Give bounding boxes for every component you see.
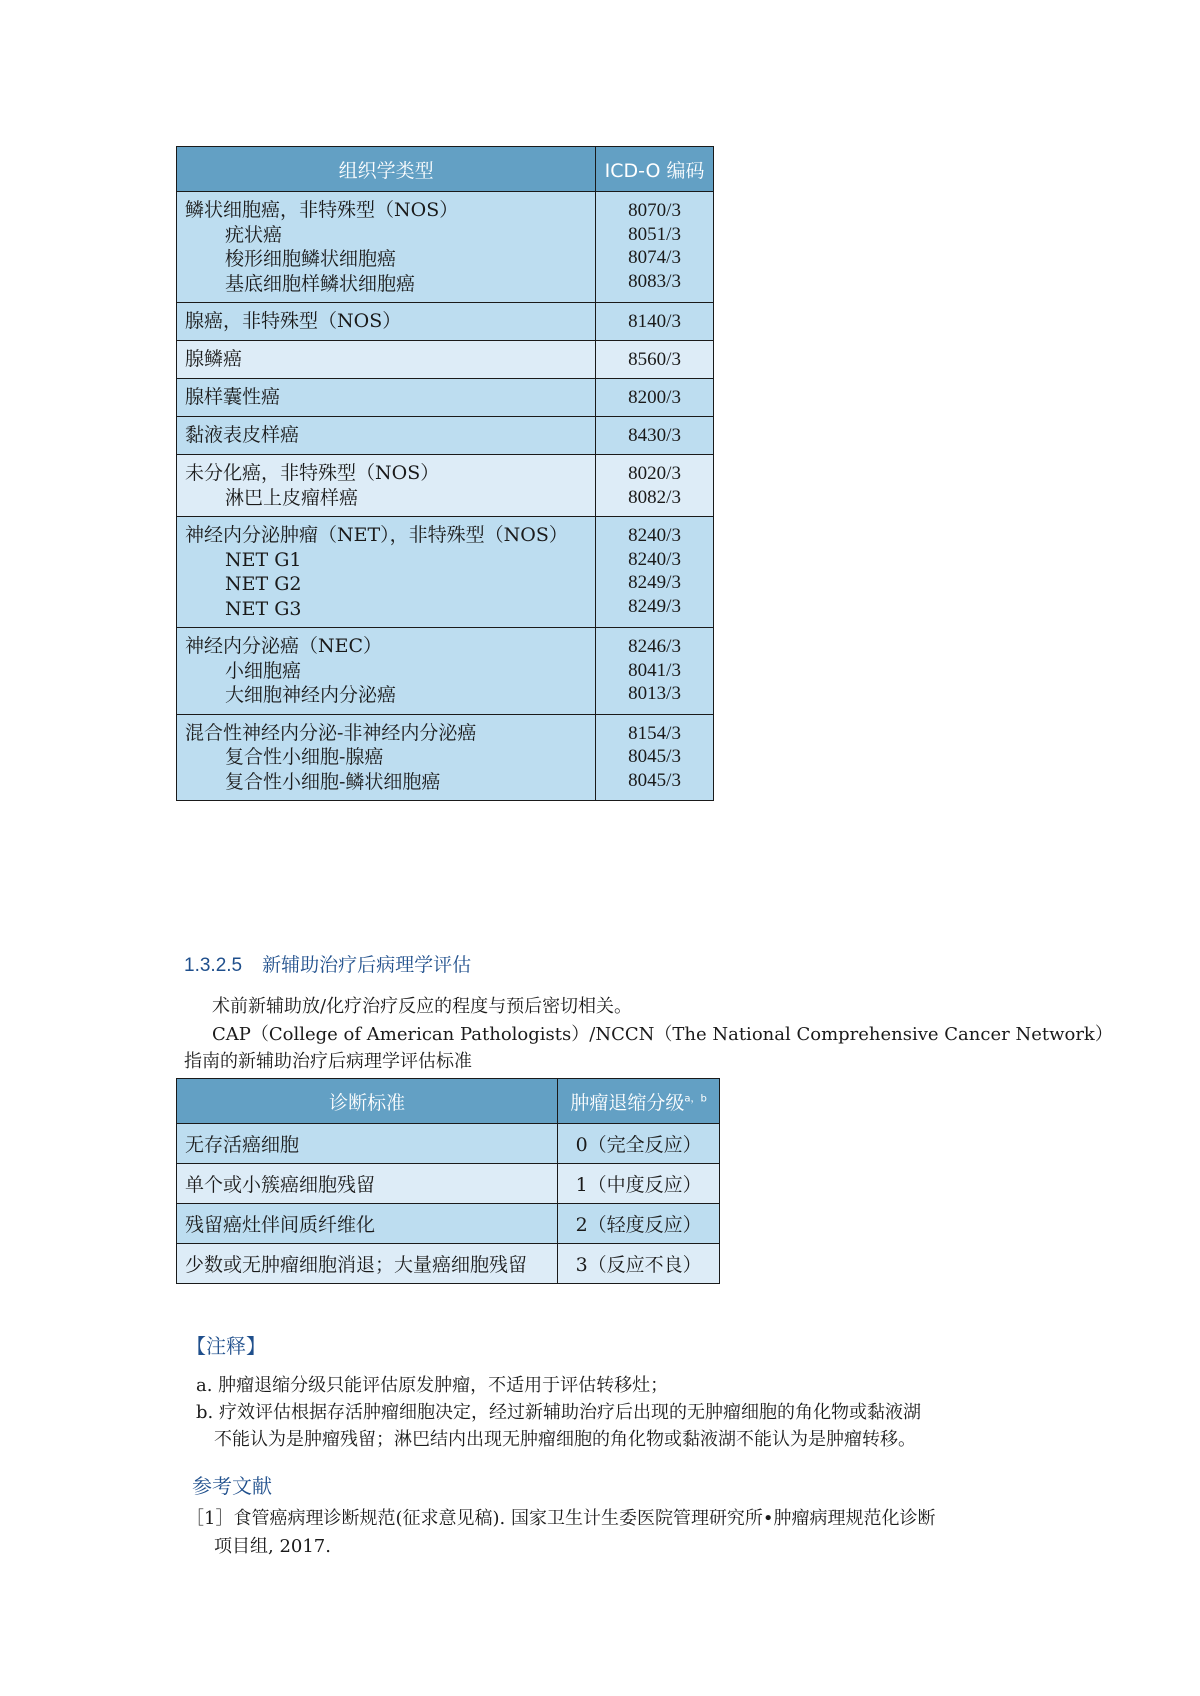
histology-type-cell — [177, 341, 596, 379]
histology-subtype: 基底细胞样鳞状细胞癌 — [225, 272, 416, 295]
regression-grade-table — [176, 1078, 720, 1284]
histology-type-cell — [177, 628, 596, 715]
icd-code: 8083/3 — [628, 270, 681, 292]
histology-type-cell — [177, 192, 596, 303]
histology-table — [176, 146, 714, 801]
histology-type: 腺样囊性癌 — [185, 386, 281, 409]
histology-type: 神经内分泌肿瘤（NET），非特殊型（NOS） — [185, 524, 568, 546]
notes-title: 【注释】 — [186, 1334, 266, 1358]
regression-table-header — [177, 1079, 720, 1124]
section-title: 新辅助治疗后病理学评估 — [262, 954, 472, 976]
icd-code: 8074/3 — [628, 247, 681, 268]
icd-code: 8154/3 — [628, 722, 681, 744]
histology-row — [177, 379, 714, 417]
histology-type: 神经内分泌癌（NEC） — [185, 635, 383, 657]
histology-type-cell — [177, 379, 596, 417]
icd-code: 8249/3 — [628, 595, 681, 617]
grade-cell: 3（反应不良） — [558, 1244, 720, 1284]
histology-table-header — [177, 147, 714, 192]
histology-subtype: 疣状癌 — [225, 223, 283, 246]
icd-code-cell — [596, 517, 714, 628]
histology-type-cell — [177, 303, 596, 341]
icd-code: 8200/3 — [628, 386, 681, 408]
icd-code-cell — [596, 379, 714, 417]
histology-subtype: NET G1 — [225, 548, 302, 571]
histology-row — [177, 341, 714, 379]
icd-code: 8082/3 — [628, 486, 681, 508]
grade-cell: 0（完全反应） — [558, 1124, 720, 1164]
regression-row — [177, 1204, 720, 1244]
regression-row — [177, 1164, 720, 1204]
reference-1-line-1: ［1］食管癌病理诊断规范(征求意见稿). 国家卫生计生委医院管理研究所•肿瘤病理规范化诊断 — [186, 1508, 936, 1529]
icd-code: 8020/3 — [628, 463, 681, 484]
histology-type-cell — [177, 517, 596, 628]
paragraph-2-line-1: CAP（College of American Pathologists）/NCCN（The National Comprehensive Cancer Network） — [212, 1024, 1113, 1045]
histology-subtype: 梭形细胞鳞状细胞癌 — [225, 248, 397, 270]
paragraph-1: 术前新辅助放/化疗治疗反应的程度与预后密切相关。 — [212, 996, 633, 1017]
criteria-cell: 少数或无肿瘤细胞消退；大量癌细胞残留 — [177, 1244, 558, 1284]
histology-subtype: NET G2 — [225, 573, 302, 595]
header-grade-superscript: a，b — [684, 1093, 707, 1105]
header-histology-type: 组织学类型 — [177, 147, 596, 192]
histology-subtype: 大细胞神经内分泌癌 — [225, 684, 397, 706]
paragraph-2-line-2: 指南的新辅助治疗后病理学评估标准 — [184, 1051, 472, 1072]
histology-subtype: 复合性小细胞-鳞状细胞癌 — [225, 770, 441, 793]
histology-subtype: 复合性小细胞-腺癌 — [225, 746, 384, 768]
icd-code: 8051/3 — [628, 223, 681, 245]
criteria-cell: 残留癌灶伴间质纤维化 — [177, 1204, 558, 1244]
histology-subtype: NET G3 — [225, 597, 302, 620]
references-title: 参考文献 — [192, 1474, 272, 1498]
header-grade: 肿瘤退缩分级$^{a,b}$ — [558, 1079, 720, 1124]
icd-code: 8430/3 — [628, 424, 681, 446]
icd-code: 8013/3 — [628, 683, 681, 704]
histology-type-cell — [177, 714, 596, 801]
histology-row — [177, 628, 714, 715]
header-icd-code: ICD-O 编码 — [596, 147, 714, 192]
histology-row — [177, 192, 714, 303]
icd-code: 8140/3 — [628, 310, 681, 332]
histology-type: 腺鳞癌 — [185, 348, 243, 371]
regression-row — [177, 1244, 720, 1284]
icd-code-cell — [596, 192, 714, 303]
icd-code: 8240/3 — [628, 525, 681, 546]
header-criteria: 诊断标准 — [177, 1079, 558, 1124]
histology-subtype: 淋巴上皮瘤样癌 — [225, 486, 359, 509]
icd-code: 8246/3 — [628, 636, 681, 657]
reference-1-line-2: 项目组, 2017. — [214, 1536, 331, 1557]
icd-code-cell — [596, 455, 714, 517]
histology-type-cell — [177, 417, 596, 455]
regression-row — [177, 1124, 720, 1164]
histology-type: 腺癌，非特殊型（NOS） — [185, 310, 402, 333]
regression-table-body — [177, 1124, 720, 1284]
section-number: 1.3.2.5 — [184, 955, 243, 976]
section-heading — [184, 950, 471, 977]
histology-type: 未分化癌，非特殊型（NOS） — [185, 462, 440, 484]
icd-code: 8249/3 — [628, 572, 681, 593]
histology-row — [177, 417, 714, 455]
histology-type: 混合性神经内分泌-非神经内分泌癌 — [185, 721, 477, 744]
histology-type: 黏液表皮样癌 — [185, 424, 300, 447]
icd-code-cell — [596, 417, 714, 455]
icd-code-cell — [596, 714, 714, 801]
icd-code-cell — [596, 341, 714, 379]
icd-code: 8045/3 — [628, 769, 681, 791]
criteria-cell: 无存活癌细胞 — [177, 1124, 558, 1164]
icd-code-cell — [596, 303, 714, 341]
grade-cell: 1（中度反应） — [558, 1164, 720, 1204]
histology-row — [177, 303, 714, 341]
icd-code: 8240/3 — [628, 548, 681, 570]
histology-row — [177, 714, 714, 801]
criteria-cell: 单个或小簇癌细胞残留 — [177, 1164, 558, 1204]
histology-table-body — [177, 192, 714, 801]
icd-code: 8070/3 — [628, 200, 681, 221]
note-b-line-2: 不能认为是肿瘤残留；淋巴结内出现无肿瘤细胞的角化物或黏液湖不能认为是肿瘤转移。 — [214, 1429, 916, 1450]
histology-row — [177, 517, 714, 628]
note-a: a. 肿瘤退缩分级只能评估原发肿瘤，不适用于评估转移灶； — [196, 1375, 669, 1396]
histology-type-cell — [177, 455, 596, 517]
icd-code-cell — [596, 628, 714, 715]
histology-type: 鳞状细胞癌，非特殊型（NOS） — [185, 199, 459, 221]
icd-code: 8560/3 — [628, 348, 681, 370]
icd-code: 8041/3 — [628, 659, 681, 681]
histology-subtype: 小细胞癌 — [225, 659, 302, 682]
note-b-line-1: b. 疗效评估根据存活肿瘤细胞决定，经过新辅助治疗后出现的无肿瘤细胞的角化物或黏液湖 — [196, 1402, 921, 1423]
histology-row — [177, 455, 714, 517]
grade-cell: 2（轻度反应） — [558, 1204, 720, 1244]
icd-code: 8045/3 — [628, 746, 681, 767]
